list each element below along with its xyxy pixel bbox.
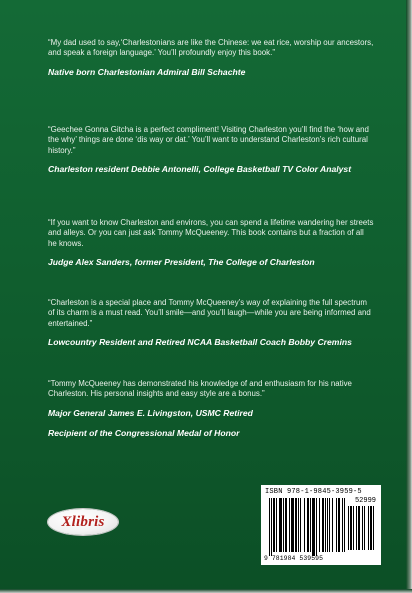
blurb-quote: “If you want to know Charleston and environs, you can spend a lifetime wandering her streets and alleys. Or you can just ask Tommy McQueeney. This book contains but a fraction of all he knows. — [48, 218, 374, 248]
isbn-digits: 9 781984 539595 — [264, 555, 324, 562]
barcode — [261, 485, 381, 565]
blurb-quote: “Tommy McQueeney has demonstrated his knowledge of and enthusiasm for his native Charleston. His personal insights and easy style are a bonus.” — [48, 379, 352, 399]
blurb-quote: “My dad used to say,‘Charlestonians are like the Chinese: we eat rice, worship our ancestors, and speak a foreign language.’ You’ll profoundly enjoy this book.” — [48, 38, 374, 58]
publisher-logo-text: Xlibris — [61, 513, 105, 530]
blurb-attribution: Major General James E. Livingston, USMC Retired — [48, 407, 253, 418]
price-code: 52999 — [354, 497, 376, 505]
blurb-1 — [48, 38, 374, 78]
blurb-4 — [48, 298, 374, 348]
publisher-logo — [48, 509, 118, 535]
blurb-quote: “Geechee Gonna Gitcha is a perfect compliment! Visiting Charleston you’ll find the ‘how and the why’ things are done ‘dis way or dat.’ You’ll want to understand Charleston’s rich cultural history.” — [48, 125, 369, 155]
cover-edge — [406, 0, 412, 593]
ean-barcode-bars — [269, 498, 345, 556]
blurb-attribution: Charleston resident Debbie Antonelli, College Basketball TV Color Analyst — [48, 164, 352, 175]
blurb-attribution: Judge Alex Sanders, former President, The College of Charleston — [48, 257, 315, 268]
blurb-attribution: Native born Charlestonian Admiral Bill Schachte — [48, 66, 246, 77]
addon-barcode-bars — [348, 506, 376, 554]
blurb-attribution-secondary: Recipient of the Congressional Medal of Honor — [48, 427, 240, 438]
isbn-label: ISBN 978-1-9845-3959-5 — [265, 488, 362, 496]
blurb-attribution: Lowcountry Resident and Retired NCAA Basketball Coach Bobby Cremins — [48, 337, 352, 348]
cover-edge-bottom — [0, 589, 412, 593]
blurb-quote: “Charleston is a special place and Tommy McQueeney’s way of explaining the full spectrum of its charm is a must read. You’ll smile—and you’ll laugh—while you are being informed and entertained.” — [48, 298, 371, 328]
blurb-5 — [48, 379, 374, 439]
blurb-2 — [48, 125, 374, 175]
blurb-3 — [48, 218, 374, 268]
